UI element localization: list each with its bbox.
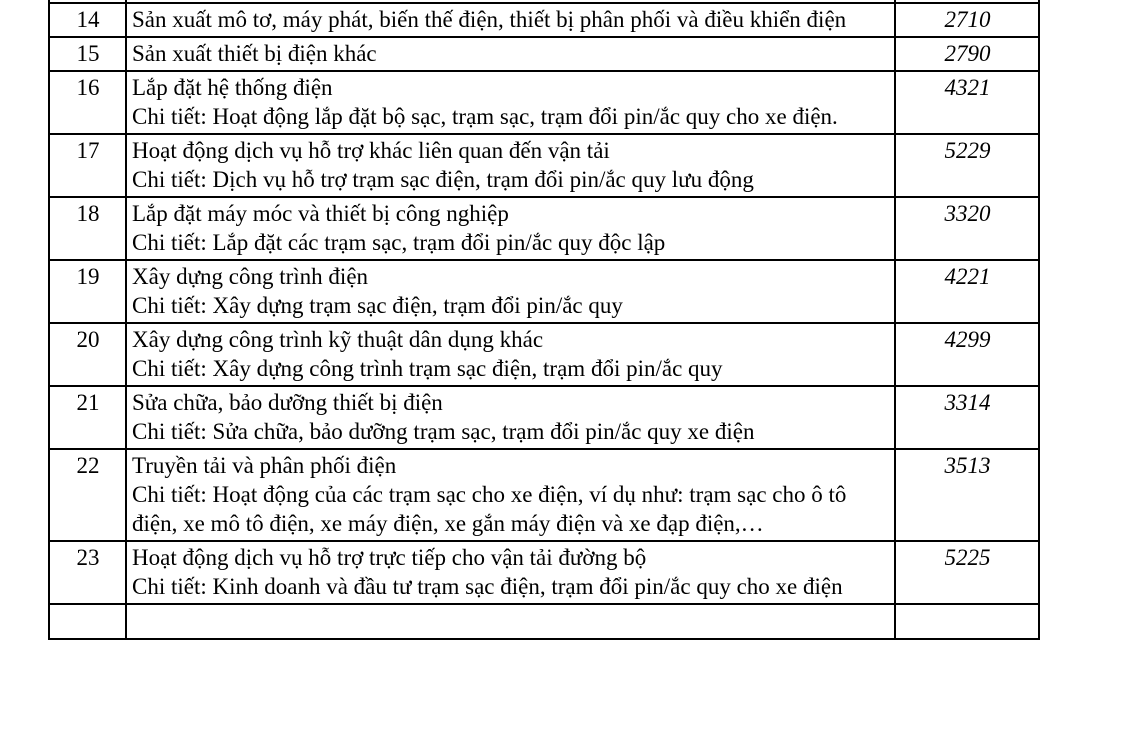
industry-code-cell: 3513 [895, 449, 1039, 541]
table-row [49, 197, 1039, 260]
partial-cell [126, 604, 895, 639]
activity-name: Xây dựng công trình điện [132, 264, 369, 289]
activity-detail: Chi tiết: Xây dựng công trình trạm sạc điện, trạm đổi pin/ắc quy [132, 356, 723, 381]
description-cell [126, 260, 895, 323]
row-number-cell: 18 [49, 197, 126, 260]
row-number-cell: 21 [49, 386, 126, 449]
description-cell [126, 323, 895, 386]
activity-detail: Chi tiết: Hoạt động lắp đặt bộ sạc, trạm sạc, trạm đổi pin/ắc quy cho xe điện. [132, 104, 838, 129]
activity-name: Sản xuất thiết bị điện khác [132, 41, 377, 66]
activity-name: Lắp đặt máy móc và thiết bị công nghiệp [132, 201, 509, 226]
partial-cell [49, 604, 126, 639]
table-row [49, 3, 1039, 37]
table-row [49, 449, 1039, 541]
description-cell [126, 37, 895, 71]
activity-name: Hoạt động dịch vụ hỗ trợ khác liên quan đến vận tải [132, 138, 610, 163]
activity-detail: Chi tiết: Kinh doanh và đầu tư trạm sạc điện, trạm đổi pin/ắc quy cho xe điện [132, 574, 843, 599]
table-row [49, 37, 1039, 71]
table-row [49, 260, 1039, 323]
description-cell [126, 197, 895, 260]
activity-detail: Chi tiết: Hoạt động của các trạm sạc cho xe điện, ví dụ như: trạm sạc cho ô tô điện, xe mô tô điện, xe máy điện, xe gắn máy điện và xe đạp điện,… [132, 482, 847, 536]
industry-code-cell: 4321 [895, 71, 1039, 134]
activity-name: Sản xuất mô tơ, máy phát, biến thế điện, thiết bị phân phối và điều khiển điện [132, 7, 847, 32]
description-cell [126, 541, 895, 604]
table-row [49, 134, 1039, 197]
industry-code-cell: 4221 [895, 260, 1039, 323]
partial-row-bottom [49, 604, 1039, 639]
activity-name: Sửa chữa, bảo dưỡng thiết bị điện [132, 390, 443, 415]
industry-table-body [49, 0, 1039, 639]
activity-name: Truyền tải và phân phối điện [132, 453, 397, 478]
industry-code-cell: 3314 [895, 386, 1039, 449]
description-cell [126, 3, 895, 37]
row-number-cell: 19 [49, 260, 126, 323]
activity-detail: Chi tiết: Lắp đặt các trạm sạc, trạm đổi pin/ắc quy độc lập [132, 230, 666, 255]
industry-code-cell: 3320 [895, 197, 1039, 260]
description-cell [126, 71, 895, 134]
industry-code-cell: 5229 [895, 134, 1039, 197]
activity-detail: Chi tiết: Xây dựng trạm sạc điện, trạm đổi pin/ắc quy [132, 293, 623, 318]
activity-name: Lắp đặt hệ thống điện [132, 75, 333, 100]
description-cell [126, 449, 895, 541]
row-number-cell: 20 [49, 323, 126, 386]
activity-name: Hoạt động dịch vụ hỗ trợ trực tiếp cho vận tải đường bộ [132, 545, 647, 570]
row-number-cell: 14 [49, 3, 126, 37]
industry-code-cell: 2710 [895, 3, 1039, 37]
row-number-cell: 17 [49, 134, 126, 197]
table-row [49, 541, 1039, 604]
row-number-cell: 22 [49, 449, 126, 541]
partial-cell [895, 604, 1039, 639]
table-row [49, 71, 1039, 134]
row-number-cell: 16 [49, 71, 126, 134]
description-cell [126, 134, 895, 197]
industry-code-table [48, 0, 1040, 640]
activity-detail: Chi tiết: Sửa chữa, bảo dưỡng trạm sạc, trạm đổi pin/ắc quy xe điện [132, 419, 755, 444]
activity-detail: Chi tiết: Dịch vụ hỗ trợ trạm sạc điện, trạm đổi pin/ắc quy lưu động [132, 167, 754, 192]
table-row [49, 386, 1039, 449]
industry-code-cell: 5225 [895, 541, 1039, 604]
description-cell [126, 386, 895, 449]
row-number-cell: 23 [49, 541, 126, 604]
row-number-cell: 15 [49, 37, 126, 71]
activity-name: Xây dựng công trình kỹ thuật dân dụng khác [132, 327, 544, 352]
table-row [49, 323, 1039, 386]
industry-code-cell: 2790 [895, 37, 1039, 71]
industry-code-cell: 4299 [895, 323, 1039, 386]
